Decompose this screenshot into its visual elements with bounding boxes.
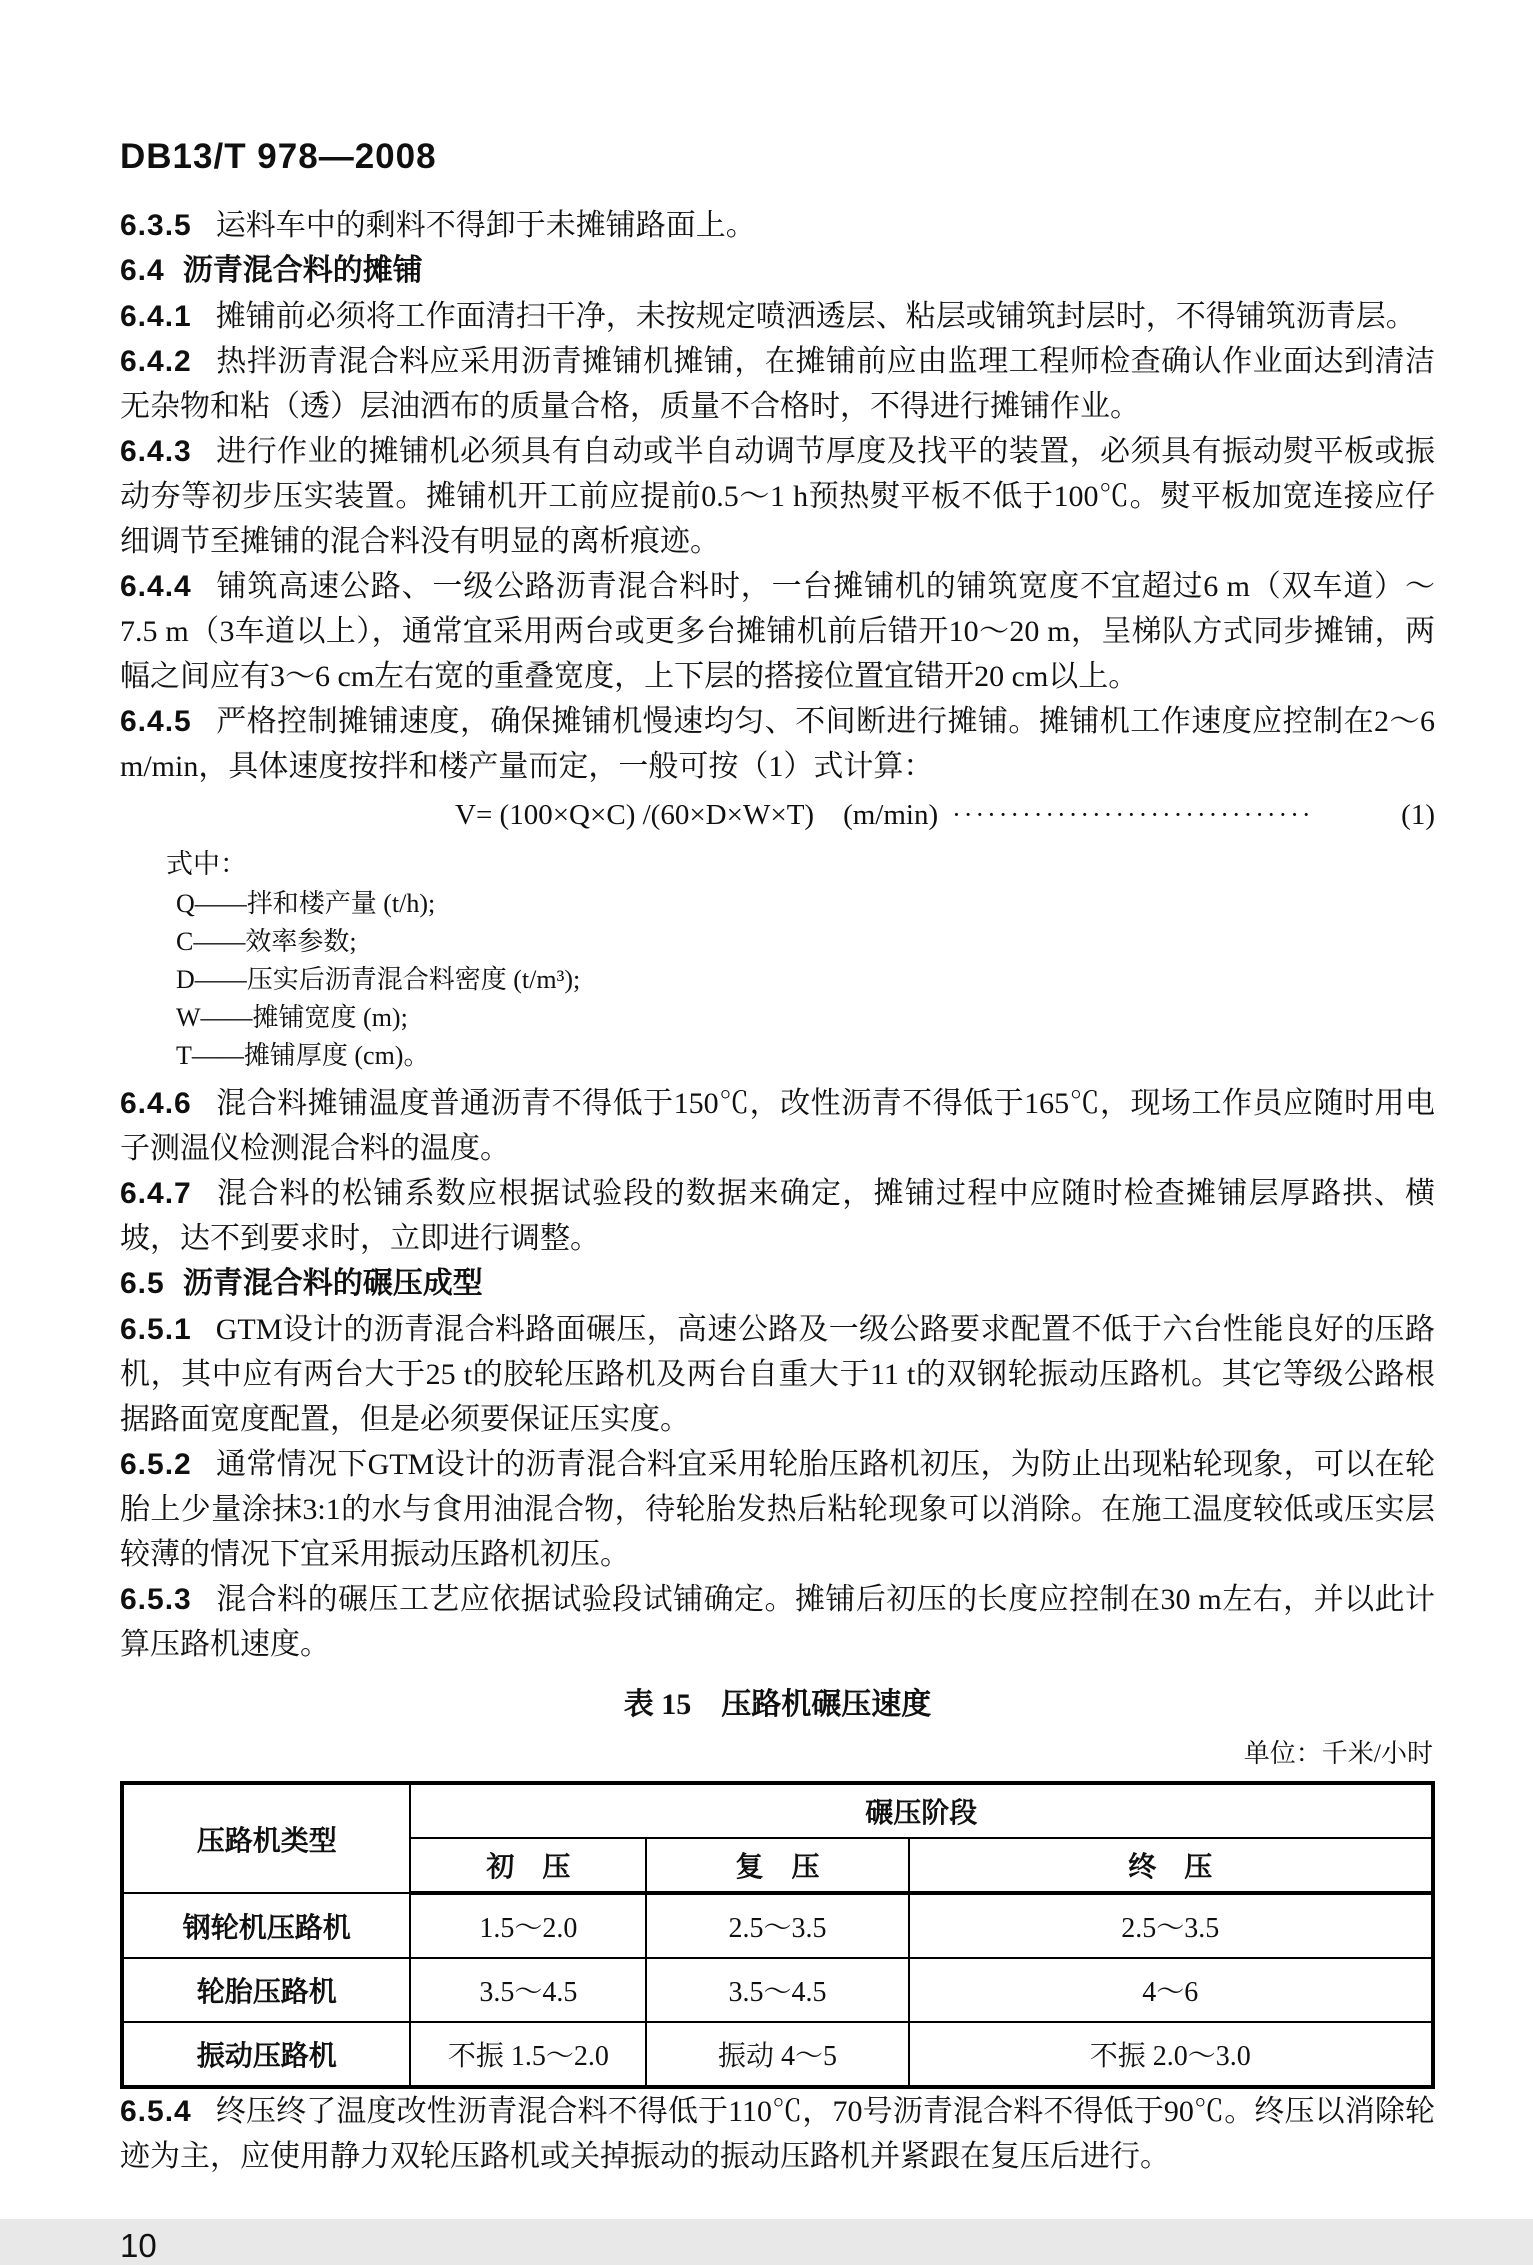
definition-q: Q——拌和楼产量 (t/h); [176, 889, 436, 918]
definition-t: T——摊铺厚度 (cm)。 [176, 1041, 430, 1070]
section-heading-6-4 [120, 248, 1435, 294]
roller-speed-table [120, 1781, 1435, 2089]
formula-equation-number: (1) [1401, 799, 1435, 831]
clause-text: 混合料摊铺温度普通沥青不得低于150℃，改性沥青不得低于165℃，现场工作员应随时用电子测温仪检测混合料的温度。 [120, 1087, 1435, 1165]
table-row-steel-wheel [122, 1893, 1433, 1958]
clause-number: 6.4.4 [120, 570, 192, 603]
formula-definitions [120, 885, 1435, 1075]
cell-roller-type: 振动压路机 [122, 2022, 410, 2087]
clause-number: 6.5.1 [120, 1313, 192, 1346]
clause-number: 6.3.5 [120, 209, 192, 242]
cell-second-speed: 2.5～3.5 [646, 1893, 908, 1958]
formula-expression: V= (100×Q×C) /(60×D×W×T) (m/min) [455, 799, 939, 831]
table-header-row-1 [122, 1783, 1433, 1838]
cell-final-speed: 2.5～3.5 [909, 1893, 1433, 1958]
cell-final-speed: 不振 2.0～3.0 [909, 2022, 1433, 2087]
clause-text: GTM设计的沥青混合料路面碾压，高速公路及一级公路要求配置不低于六台性能良好的压路机，其中应有两台大于25 t的胶轮压路机及两台自重大于11 t的双钢轮振动压路机。其它等级公路根据路面宽度配置，但是必须要保证压实度。 [120, 1313, 1435, 1436]
col-header-roller-type: 压路机类型 [122, 1783, 410, 1893]
clause-text: 混合料的松铺系数应根据试验段的数据来确定，摊铺过程中应随时检查摊铺层厚路拱、横坡，达不到要求时，立即进行调整。 [120, 1177, 1435, 1255]
page-number: 10 [120, 2227, 157, 2264]
document-number: DB13/T 978—2008 [120, 137, 437, 176]
clause-number: 6.4.3 [120, 435, 192, 468]
table-unit-note: 单位：千米/小时 [1243, 1739, 1433, 1768]
clause-text: 混合料的碾压工艺应依据试验段试铺确定。摊铺后初压的长度应控制在30 m左右，并以此计算压路机速度。 [120, 1583, 1435, 1661]
cell-initial-speed: 不振 1.5～2.0 [410, 2022, 646, 2087]
definition-d: D——压实后沥青混合料密度 (t/m³); [176, 965, 581, 994]
clause-6-4-6 [120, 1081, 1435, 1171]
col-header-initial: 初 压 [410, 1838, 646, 1893]
clause-6-4-7 [120, 1171, 1435, 1261]
clause-6-4-1 [120, 294, 1435, 339]
clause-6-5-2 [120, 1442, 1435, 1577]
clause-text: 铺筑高速公路、一级公路沥青混合料时，一台摊铺机的铺筑宽度不宜超过6 m（双车道）～7.5 m（3车道以上），通常宜采用两台或更多台摊铺机前后错开10～20 m，呈梯队方式同步摊铺，两幅之间应有3～6 cm左右宽的重叠宽度，上下层的搭接位置宜错开20 cm以上。 [120, 570, 1435, 693]
clause-6-5-4 [120, 2089, 1435, 2179]
formula-where-label: 式中： [166, 849, 247, 879]
clause-number: 6.5.2 [120, 1448, 192, 1481]
cell-second-speed: 3.5～4.5 [646, 1958, 908, 2022]
clause-6-5-1 [120, 1307, 1435, 1442]
clause-text: 热拌沥青混合料应采用沥青摊铺机摊铺，在摊铺前应由监理工程师检查确认作业面达到清洁无杂物和粘（透）层油洒布的质量合格，质量不合格时，不得进行摊铺作业。 [120, 345, 1435, 423]
clause-text: 运料车中的剩料不得卸于未摊铺路面上。 [215, 209, 756, 242]
clause-number: 6.5.3 [120, 1583, 192, 1616]
formula-dot-leader: ······························· [952, 800, 1314, 829]
clause-text: 摊铺前必须将工作面清扫干净，未按规定喷洒透层、粘层或铺筑封层时，不得铺筑沥青层。 [215, 300, 1416, 333]
formula-1 [120, 789, 1435, 841]
clause-6-4-3 [120, 429, 1435, 564]
col-header-second: 复 压 [646, 1838, 908, 1893]
clause-6-4-5 [120, 699, 1435, 789]
section-title: 沥青混合料的摊铺 [182, 254, 423, 287]
clause-text: 进行作业的摊铺机必须具有自动或半自动调节厚度及找平的装置，必须具有振动熨平板或振动夯等初步压实装置。摊铺机开工前应提前0.5～1 h预热熨平板不低于100℃。熨平板加宽连接应仔细调节至摊铺的混合料没有明显的离析痕迹。 [120, 435, 1435, 558]
definition-c: C——效率参数; [176, 927, 357, 956]
table-row-vibratory [122, 2022, 1433, 2087]
clause-6-4-2 [120, 339, 1435, 429]
definition-w: W——摊铺宽度 (m); [176, 1003, 408, 1032]
table-row-tire [122, 1958, 1433, 2022]
clause-number: 6.4.2 [120, 345, 192, 378]
section-number: 6.5 [120, 1267, 165, 1300]
clause-number: 6.4.5 [120, 705, 192, 738]
cell-initial-speed: 1.5～2.0 [410, 1893, 646, 1958]
clause-text: 严格控制摊铺速度，确保摊铺机慢速均匀、不间断进行摊铺。摊铺机工作速度应控制在2～6 m/min，具体速度按拌和楼产量而定，一般可按（1）式计算： [120, 705, 1435, 783]
cell-final-speed: 4～6 [909, 1958, 1433, 2022]
clause-number: 6.4.7 [120, 1177, 192, 1210]
cell-roller-type: 轮胎压路机 [122, 1958, 410, 2022]
clause-6-4-4 [120, 564, 1435, 699]
section-title: 沥青混合料的碾压成型 [182, 1267, 483, 1300]
col-header-stage-group: 碾压阶段 [410, 1783, 1433, 1838]
clause-number: 6.5.4 [120, 2095, 192, 2128]
col-header-final: 终 压 [909, 1838, 1433, 1893]
clause-number: 6.4.6 [120, 1087, 192, 1120]
clause-number: 6.4.1 [120, 300, 192, 333]
table-15-title: 表 15 压路机碾压速度 [623, 1688, 932, 1721]
cell-initial-speed: 3.5～4.5 [410, 1958, 646, 2022]
cell-second-speed: 振动 4～5 [646, 2022, 908, 2087]
clause-text: 终压终了温度改性沥青混合料不得低于110℃，70号沥青混合料不得低于90℃。终压以消除轮迹为主，应使用静力双轮压路机或关掉振动的振动压路机并紧跟在复压后进行。 [120, 2095, 1435, 2173]
clause-6-5-3 [120, 1577, 1435, 1667]
cell-roller-type: 钢轮机压路机 [122, 1893, 410, 1958]
section-heading-6-5 [120, 1261, 1435, 1307]
clause-6-3-5 [120, 203, 1435, 248]
section-number: 6.4 [120, 254, 165, 287]
clause-text: 通常情况下GTM设计的沥青混合料宜采用轮胎压路机初压，为防止出现粘轮现象，可以在轮胎上少量涂抹3:1的水与食用油混合物，待轮胎发热后粘轮现象可以消除。在施工温度较低或压实层较薄的情况下宜采用振动压路机初压。 [120, 1448, 1435, 1571]
